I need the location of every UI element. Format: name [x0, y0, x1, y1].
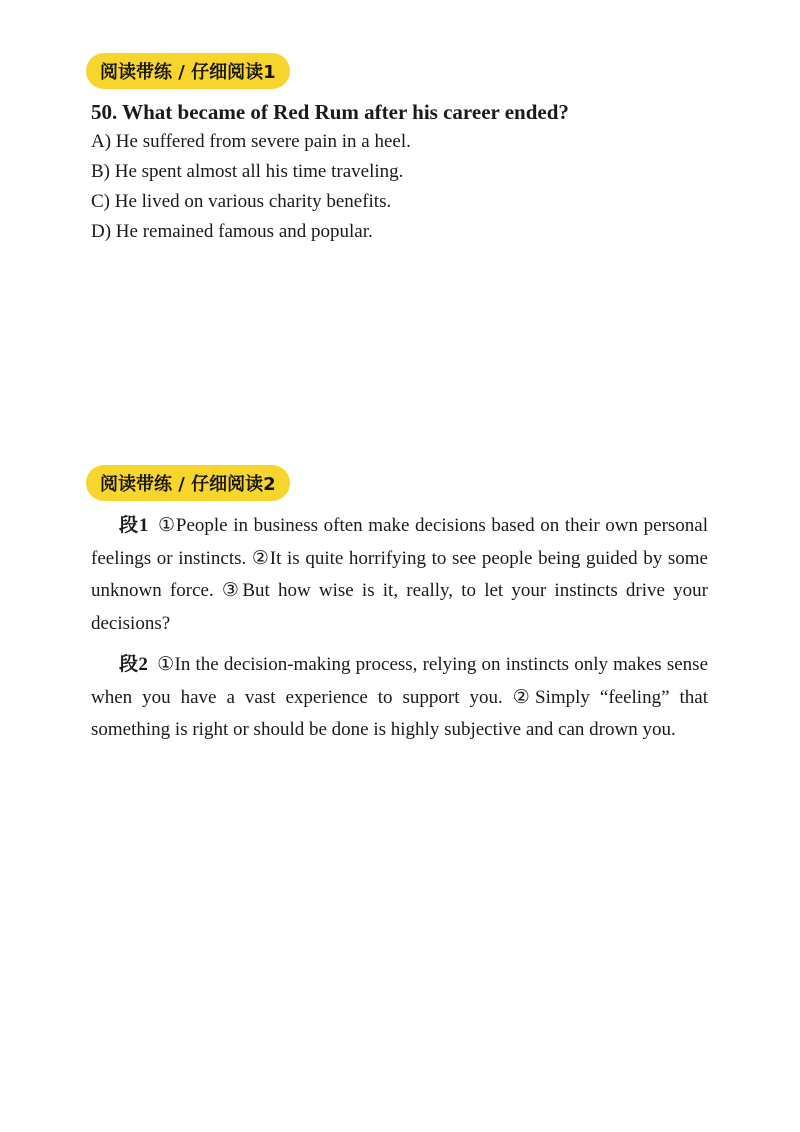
option-c: C) He lived on various charity benefits.: [91, 191, 392, 212]
section-tag-reading-1: 阅读带练 / 仔细阅读1: [86, 53, 290, 89]
section-tag-reading-2: 阅读带练 / 仔细阅读2: [86, 465, 290, 501]
paragraph-2-label: 段2: [119, 654, 148, 675]
paragraph-1: [91, 510, 708, 640]
option-d: D) He remained famous and popular.: [91, 221, 373, 242]
question-title: 50. What became of Red Rum after his career ended?: [91, 100, 569, 124]
option-b: B) He spent almost all his time traveling.: [91, 161, 404, 182]
question-block: [91, 97, 731, 247]
paragraph-1-label: 段1: [119, 515, 149, 536]
option-a: A) He suffered from severe pain in a heel.: [91, 131, 411, 152]
paragraph-2: [91, 649, 708, 747]
reading-passage: [91, 510, 708, 756]
paragraph-1-text: ①People in business often make decisions based on their own personal feelings or instincts. ②It is quite horrifying to see people being guided by some unknown force. ③But how wise is it, really, to let your instincts drive your decisions?: [91, 515, 708, 634]
paragraph-2-text: ①In the decision-making process, relying on instincts only makes sense when you have a vast experience to support you. ②Simply “feeling” that something is right or should be done is highly subjective and can drown you.: [91, 654, 708, 740]
